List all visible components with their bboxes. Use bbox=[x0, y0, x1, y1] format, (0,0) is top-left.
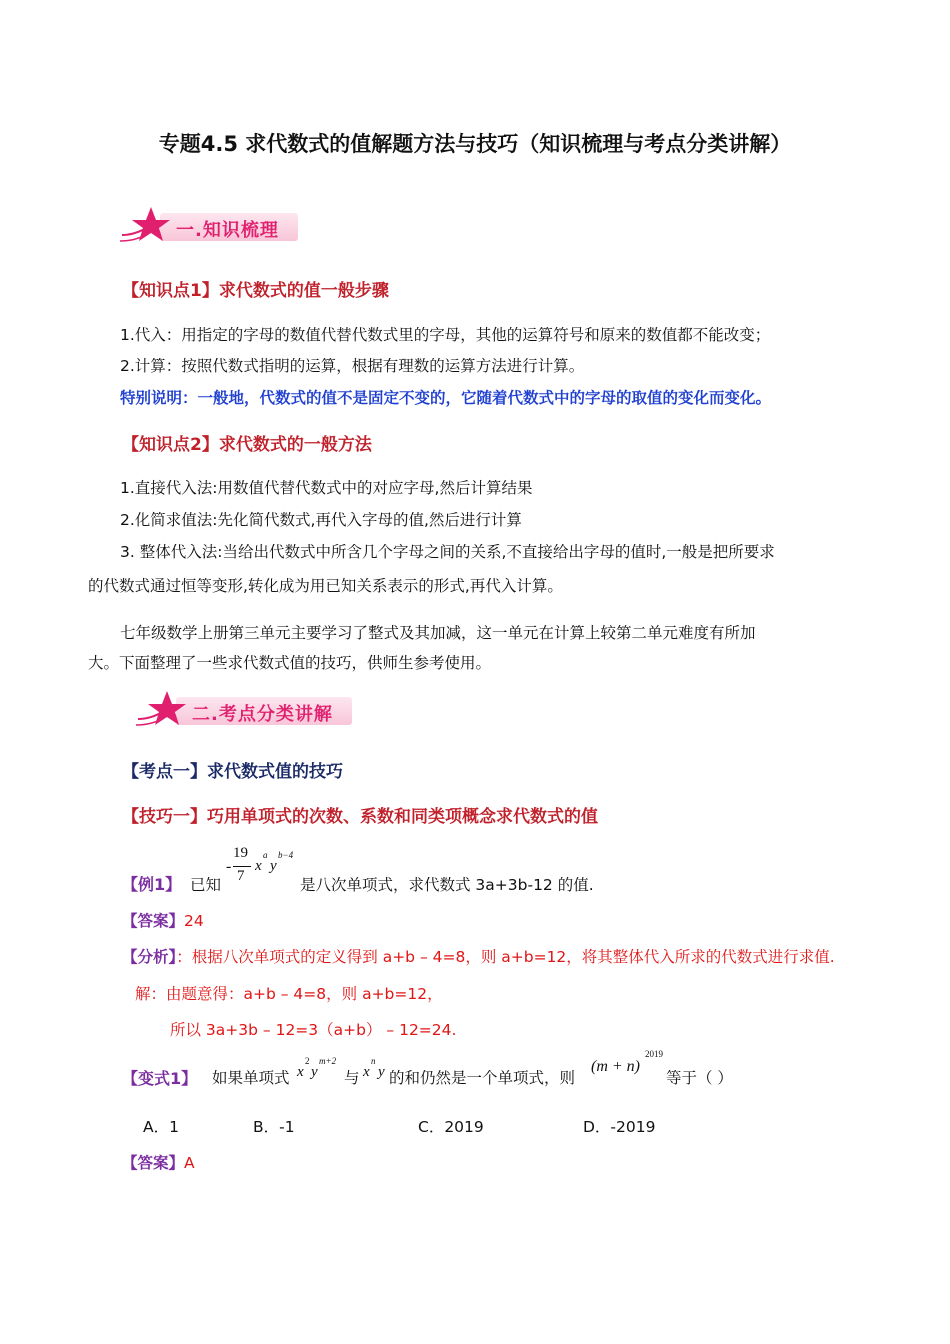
example-1-prefix: 已知 bbox=[190, 876, 222, 894]
answer-2 bbox=[122, 1151, 195, 1173]
variant-text-2: 与 bbox=[344, 1069, 360, 1087]
var-y: y bbox=[378, 1064, 385, 1080]
topic-1-heading: 【考点一】求代数式值的技巧 bbox=[122, 762, 343, 782]
var-x: x bbox=[297, 1064, 304, 1080]
kp2-line-1: 1.直接代入法:用数值代替代数式中的对应字母,然后计算结果 bbox=[120, 479, 533, 497]
section-banner-knowledge bbox=[118, 205, 300, 245]
intro-line-1: 七年级数学上册第三单元主要学习了整式及其加减，这一单元在计算上较第二单元难度有所加 bbox=[120, 624, 756, 642]
knowledge-point-1-heading: 【知识点1】求代数式的值一般步骤 bbox=[122, 281, 389, 301]
kp1-line-2: 2.计算：按照代数式指明的运算，根据有理数的运算方法进行计算。 bbox=[120, 357, 585, 375]
analysis-text: ：根据八次单项式的定义得到 a+b – 4=8，则 a+b=12，将其整体代入所求的代数式进行求值. bbox=[176, 948, 835, 966]
exp-2: 2 bbox=[305, 1056, 310, 1066]
option-d[interactable]: D．-2019 bbox=[583, 1118, 656, 1136]
kp1-line-1: 1.代入：用指定的字母的数值代替代数式里的字母，其他的运算符号和原来的数值都不能改变； bbox=[120, 326, 771, 344]
var-y: y bbox=[311, 1064, 318, 1080]
page-title: 专题4.5 求代数式的值解题方法与技巧（知识梳理与考点分类讲解） bbox=[158, 132, 792, 156]
example-tag-text: 【例1】 bbox=[122, 875, 182, 894]
variant-1-tag bbox=[122, 1066, 197, 1089]
exp-n: n bbox=[371, 1056, 376, 1066]
solution-line-2: 所以 3a+3b – 12=3（a+b） – 12=24. bbox=[170, 1021, 457, 1039]
answer-value: A bbox=[184, 1154, 195, 1172]
intro-line-2: 大。下面整理了一些求代数式值的技巧，供师生参考使用。 bbox=[88, 654, 492, 672]
kp2-line-2: 2.化简求值法:先化简代数式,再代入字母的值,然后进行计算 bbox=[120, 511, 522, 529]
star-icon bbox=[118, 205, 178, 249]
answer-tag: 【答案】 bbox=[122, 912, 185, 930]
variant-tag-text: 【变式1】 bbox=[122, 1069, 198, 1088]
exp-b: b−4 bbox=[278, 850, 294, 860]
coef-denominator: 7 bbox=[237, 868, 245, 884]
exp-a: a bbox=[263, 850, 268, 860]
solution-line-1: 解：由题意得：a+b – 4=8，则 a+b=12， bbox=[135, 985, 443, 1003]
exp-2019: 2019 bbox=[645, 1049, 663, 1059]
option-c[interactable]: C．2019 bbox=[418, 1118, 484, 1136]
trick-1-heading: 【技巧一】巧用单项式的次数、系数和同类项概念求代数式的值 bbox=[122, 807, 598, 827]
fraction-bar bbox=[233, 866, 251, 867]
section-label: 一.知识梳理 bbox=[176, 220, 279, 241]
answer-value: 24 bbox=[184, 912, 204, 930]
expr-m-plus-n: (m + n) bbox=[591, 1058, 641, 1075]
exp-m-plus-2: m+2 bbox=[319, 1056, 337, 1066]
option-a[interactable]: A．1 bbox=[143, 1118, 179, 1136]
analysis-1 bbox=[122, 945, 835, 967]
answer-1 bbox=[122, 909, 204, 931]
var-x: x bbox=[255, 858, 262, 874]
option-b[interactable]: B．-1 bbox=[253, 1118, 295, 1136]
variant-text-3: 的和仍然是一个单项式，则 bbox=[389, 1069, 576, 1087]
analysis-tag: 【分析】 bbox=[122, 948, 177, 966]
special-note: 特别说明：一般地，代数式的值不是固定不变的，它随着代数式中的字母的取值的变化而变化。 bbox=[120, 389, 772, 407]
kp2-line-3b: 的代数式通过恒等变形,转化成为用已知关系表示的形式,再代入计算。 bbox=[88, 577, 563, 595]
star-icon bbox=[134, 689, 194, 733]
variant-text-4: 等于（ ） bbox=[666, 1069, 733, 1087]
minus-sign: - bbox=[226, 858, 232, 875]
kp2-line-3a: 3. 整体代入法:当给出代数式中所含几个字母之间的关系,不直接给出字母的值时,一般是把所要求 bbox=[120, 543, 775, 561]
section-banner-topics bbox=[134, 689, 354, 729]
var-x: x bbox=[363, 1064, 370, 1080]
answer-tag: 【答案】 bbox=[122, 1154, 185, 1172]
knowledge-point-2-heading: 【知识点2】求代数式的一般方法 bbox=[122, 435, 372, 455]
variant-text-1: 如果单项式 bbox=[212, 1069, 290, 1087]
coef-numerator: 19 bbox=[233, 845, 248, 861]
example-1-suffix: 是八次单项式，求代数式 3a+3b-12 的值. bbox=[300, 876, 594, 894]
section-label: 二.考点分类讲解 bbox=[192, 704, 333, 725]
var-y: y bbox=[270, 858, 277, 874]
example-1-tag bbox=[122, 872, 181, 895]
